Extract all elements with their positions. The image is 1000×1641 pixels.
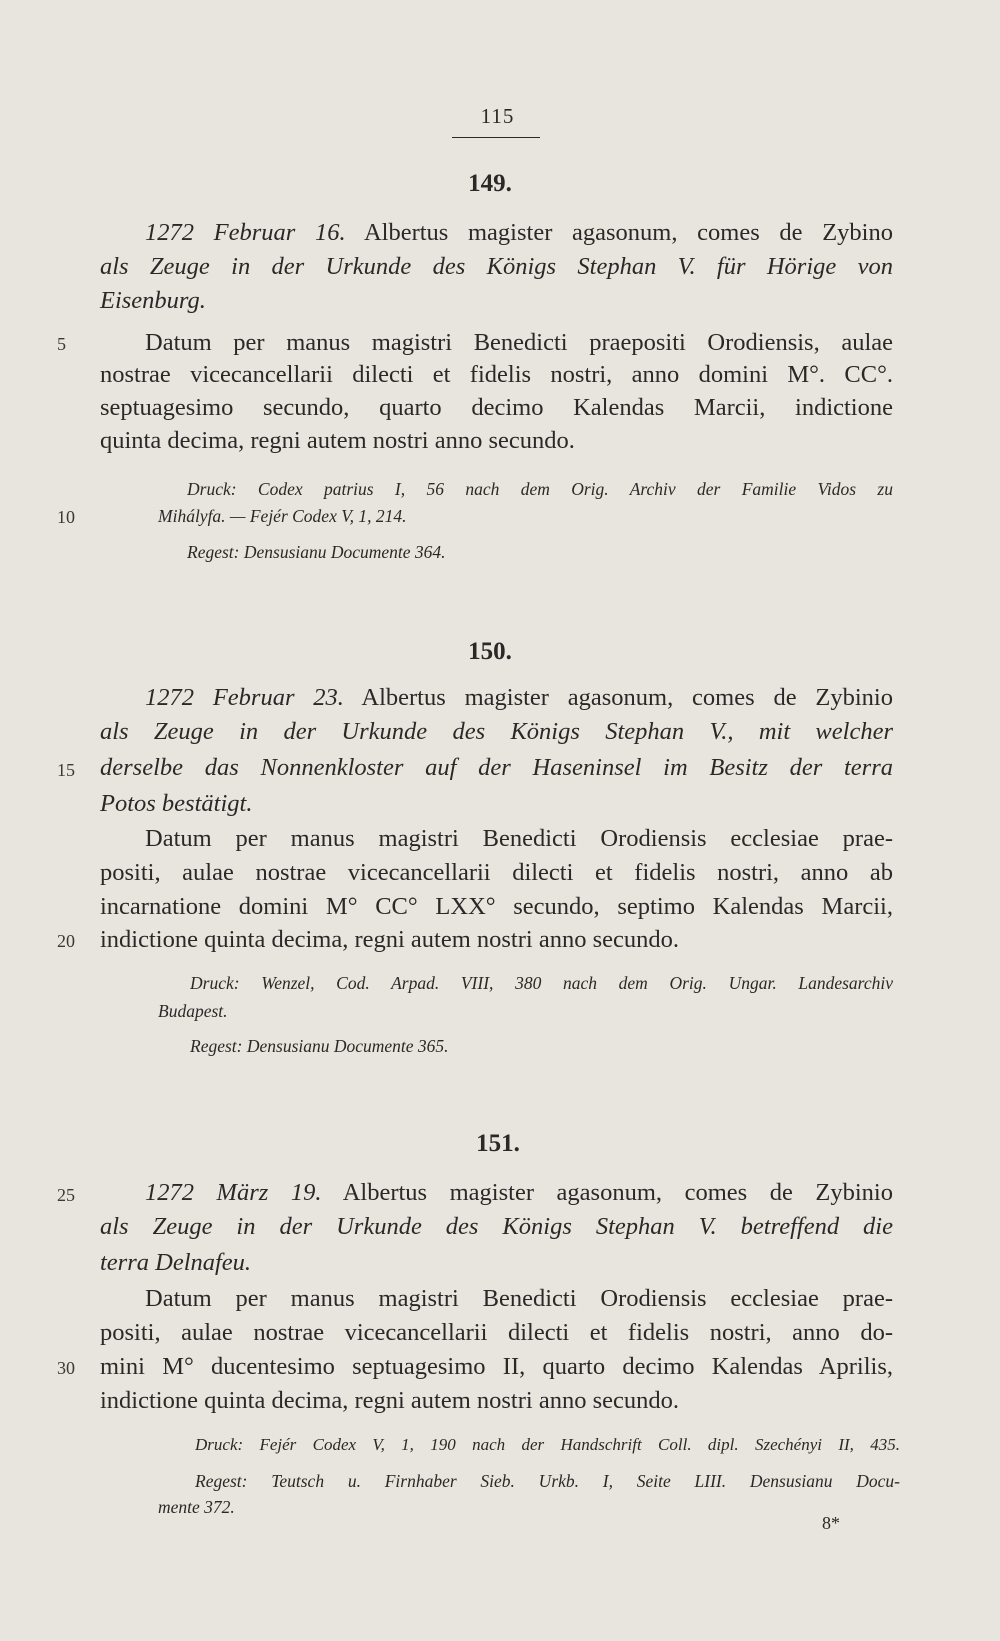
- entry-150-line-5: Datum per manus magistri Benedicti Orodiensis ecclesiae prae-: [145, 825, 893, 852]
- entry-150-line-2: als Zeuge in der Urkunde des Königs Stephan V., mit welcher: [100, 718, 893, 745]
- entry-150-regest-note: Regest: Densusianu Documente 365.: [190, 1036, 449, 1056]
- entry-149-line-4: Datum per manus magistri Benedicti praepositi Orodiensis, aulae: [145, 329, 893, 356]
- entry-150-line-1: 1272 Februar 23. Albertus magister agasonum, comes de Zybinio: [145, 684, 893, 711]
- line-number-30: 30: [57, 1358, 75, 1378]
- page-number: 115: [480, 104, 515, 128]
- entry-date: 1272 März 19.: [145, 1179, 322, 1206]
- entry-149-regest-note: Regest: Densusianu Documente 364.: [187, 542, 446, 562]
- entry-149-line-1: 1272 Februar 16. Albertus magister agasonum, comes de Zybino: [145, 219, 893, 246]
- entry-151-line-6: mini M° ducentesimo septuagesimo II, quarto decimo Kalendas Aprilis,: [100, 1353, 893, 1380]
- line-number-20: 20: [57, 931, 75, 951]
- line-number-25: 25: [57, 1185, 75, 1205]
- entry-date: 1272 Februar 23.: [145, 684, 344, 711]
- entry-151-line-3: terra Delnafeu.: [100, 1249, 252, 1276]
- entry-151-regest-note: Regest: Teutsch u. Firnhaber Sieb. Urkb. I, Seite LIII. Densusianu Docu-: [195, 1471, 900, 1491]
- entry-150-line-3: derselbe das Nonnenkloster auf der Haseninsel im Besitz der terra: [100, 754, 893, 781]
- entry-150-line-7: incarnatione domini M° CC° LXX° secundo, septimo Kalendas Marcii,: [100, 893, 893, 920]
- line-number-10: 10: [57, 507, 75, 527]
- entry-151-line-7: indictione quinta decima, regni autem nostri anno secundo.: [100, 1387, 679, 1414]
- entry-number-151: 151.: [476, 1130, 520, 1157]
- entry-149-line-2: als Zeuge in der Urkunde des Königs Stephan V. für Hörige von: [100, 253, 893, 280]
- entry-149-line-3: Eisenburg.: [100, 287, 206, 314]
- signature-mark: 8*: [822, 1513, 840, 1533]
- line-number-15: 15: [57, 760, 75, 780]
- entry-150-druck-note: Druck: Wenzel, Cod. Arpad. VIII, 380 nach dem Orig. Ungar. Landesarchiv: [190, 973, 893, 993]
- line-number-5: 5: [57, 334, 66, 354]
- entry-151-druck-note: Druck: Fejér Codex V, 1, 190 nach der Handschrift Coll. dipl. Szechényi II, 435.: [195, 1435, 900, 1454]
- entry-151-regest-note-cont: mente 372.: [158, 1497, 235, 1517]
- entry-150-druck-note-cont: Budapest.: [158, 1001, 228, 1021]
- entry-151-line-2: als Zeuge in der Urkunde des Königs Stephan V. betreffend die: [100, 1213, 893, 1240]
- entry-150-line-6: positi, aulae nostrae vicecancellarii dilecti et fidelis nostri, anno ab: [100, 859, 893, 886]
- entry-151-line-1: 1272 März 19. Albertus magister agasonum, comes de Zybinio: [145, 1179, 893, 1206]
- entry-number-150: 150.: [468, 638, 512, 665]
- entry-149-druck-note-cont: Mihályfa. — Fejér Codex V, 1, 214.: [158, 506, 407, 526]
- entry-151-line-5: positi, aulae nostrae vicecancellarii dilecti et fidelis nostri, anno do-: [100, 1319, 893, 1346]
- entry-149-druck-note: Druck: Codex patrius I, 56 nach dem Orig. Archiv der Familie Vidos zu: [187, 479, 893, 499]
- entry-number-149: 149.: [468, 170, 512, 197]
- entry-date: 1272 Februar 16.: [145, 219, 346, 246]
- entry-150-line-8: indictione quinta decima, regni autem nostri anno secundo.: [100, 926, 679, 953]
- entry-149-line-6: septuagesimo secundo, quarto decimo Kalendas Marcii, indictione: [100, 394, 893, 421]
- entry-149-line-5: nostrae vicecancellarii dilecti et fidelis nostri, anno domini M°. CC°.: [100, 361, 893, 388]
- entry-151-line-4: Datum per manus magistri Benedicti Orodiensis ecclesiae prae-: [145, 1285, 893, 1312]
- entry-149-line-7: quinta decima, regni autem nostri anno secundo.: [100, 427, 575, 454]
- page-number-rule: [452, 137, 540, 138]
- entry-150-line-4: Potos bestätigt.: [100, 790, 253, 817]
